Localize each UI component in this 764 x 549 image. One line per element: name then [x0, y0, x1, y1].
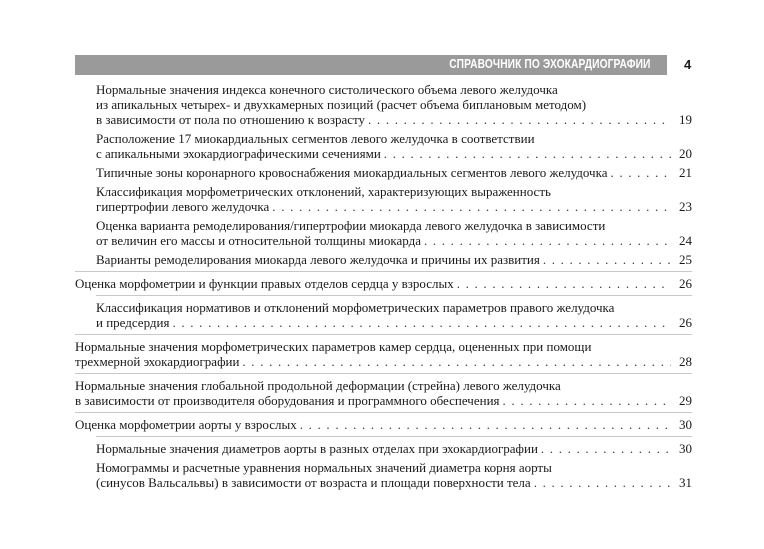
toc-subsection-entry[interactable] — [75, 300, 692, 334]
toc-entry-text-line: (синусов Вальсальвы) в зависимости от возраста и площади поверхности тела — [96, 475, 531, 490]
toc-page-number: 24 — [679, 233, 692, 248]
dot-leader — [172, 315, 671, 330]
toc-subsection-entry[interactable] — [75, 165, 692, 184]
toc-page-number: 30 — [679, 441, 692, 456]
dot-leader — [368, 112, 671, 127]
toc-page-number: 23 — [679, 199, 692, 214]
toc-page-number: 29 — [679, 393, 692, 408]
toc-entry-text-line: Нормальные значения диаметров аорты в разных отделах при эхокардиографии — [96, 441, 538, 456]
toc-subsection-entry[interactable] — [75, 441, 692, 460]
toc-page-number: 25 — [679, 252, 692, 267]
toc-entry-text-line: Оценка морфометрии аорты у взрослых — [75, 417, 297, 432]
toc-subsection-entry[interactable] — [75, 218, 692, 252]
dot-leader — [300, 417, 671, 432]
dot-leader — [541, 441, 671, 456]
toc-section-entry[interactable] — [75, 339, 692, 373]
toc-entry-text-line: Нормальные значения индекса конечного систолического объема левого желудочка — [96, 82, 558, 97]
toc-entry-text-line: гипертрофии левого желудочка — [96, 199, 270, 214]
toc-entry-text-line: в зависимости от производителя оборудования и программного обеспечения — [75, 393, 500, 408]
toc-entry-text-line: с апикальными эхокардиографическими сечениями — [96, 146, 381, 161]
toc-entry-text-line: Номограммы и расчетные уравнения нормальных значений диаметра корня аорты — [96, 460, 552, 475]
toc-entry-text-line: Оценка морфометрии и функции правых отделов сердца у взрослых — [75, 276, 454, 291]
dot-leader — [457, 276, 671, 291]
toc-page-number: 26 — [679, 315, 692, 330]
toc-section-entry[interactable] — [75, 378, 692, 412]
toc-divider — [75, 373, 692, 374]
toc-entry-text-line: Нормальные значения глобальной продольной деформации (стрейна) левого желудочка — [75, 378, 561, 393]
toc-page-number: 19 — [679, 112, 692, 127]
toc-subsection-entry[interactable] — [75, 252, 692, 271]
toc-entry-text-line: Типичные зоны коронарного кровоснабжения миокардиальных сегментов левого желудочка — [96, 165, 608, 180]
dot-leader — [610, 165, 671, 180]
toc-subsection-entry[interactable] — [75, 82, 692, 131]
toc-entry-text-line: Классификация нормативов и отклонений морфометрических параметров правого желудочка — [96, 300, 615, 315]
dot-leader — [384, 146, 671, 161]
toc-entry-text-line: Оценка варианта ремоделирования/гипертрофии миокарда левого желудочка в зависимости — [96, 218, 606, 233]
dot-leader — [242, 354, 671, 369]
toc-section-entry[interactable] — [75, 276, 692, 295]
toc-page-number: 21 — [679, 165, 692, 180]
toc-entry-text-line: Варианты ремоделирования миокарда левого желудочка и причины их развития — [96, 252, 540, 267]
toc-entry-text-line: и предсердия — [96, 315, 170, 330]
toc-page-number: 20 — [679, 146, 692, 161]
toc-divider — [75, 271, 692, 272]
toc-page-number: 26 — [679, 276, 692, 291]
toc-page-number: 30 — [679, 417, 692, 432]
toc-divider — [75, 412, 692, 413]
toc-section-entry[interactable] — [75, 417, 692, 436]
toc-divider — [96, 436, 692, 437]
toc-subsection-entry[interactable] — [75, 184, 692, 218]
page-number: 4 — [684, 57, 692, 72]
toc-subsection-entry[interactable] — [75, 460, 692, 494]
toc-divider — [96, 295, 692, 296]
running-header-band — [75, 55, 667, 75]
toc-entry-text-line: от величин его массы и относительной толщины миокарда — [96, 233, 421, 248]
toc-page-number: 28 — [679, 354, 692, 369]
toc-entry-text-line: Расположение 17 миокардиальных сегментов левого желудочка в соответствии — [96, 131, 535, 146]
running-header-title: СПРАВОЧНИК ПО ЭХОКАРДИОГРАФИИ — [449, 57, 651, 71]
toc-entry-text-line: Нормальные значения морфометрических параметров камер сердца, оцененных при помощи — [75, 339, 592, 354]
toc-subsection-entry[interactable] — [75, 131, 692, 165]
table-of-contents — [75, 82, 692, 494]
toc-page-number: 31 — [679, 475, 692, 490]
toc-entry-text-line: в зависимости от пола по отношению к возрасту — [96, 112, 366, 127]
dot-leader — [424, 233, 671, 248]
toc-divider — [75, 334, 692, 335]
dot-leader — [543, 252, 671, 267]
toc-entry-text-line: Классификация морфометрических отклонений, характеризующих выраженность — [96, 184, 551, 199]
dot-leader — [534, 475, 671, 490]
dot-leader — [272, 199, 671, 214]
toc-entry-text-line: трехмерной эхокардиографии — [75, 354, 240, 369]
toc-entry-text-line: из апикальных четырех- и двухкамерных позиций (расчет объема биплановым методом) — [96, 97, 587, 112]
dot-leader — [503, 393, 671, 408]
